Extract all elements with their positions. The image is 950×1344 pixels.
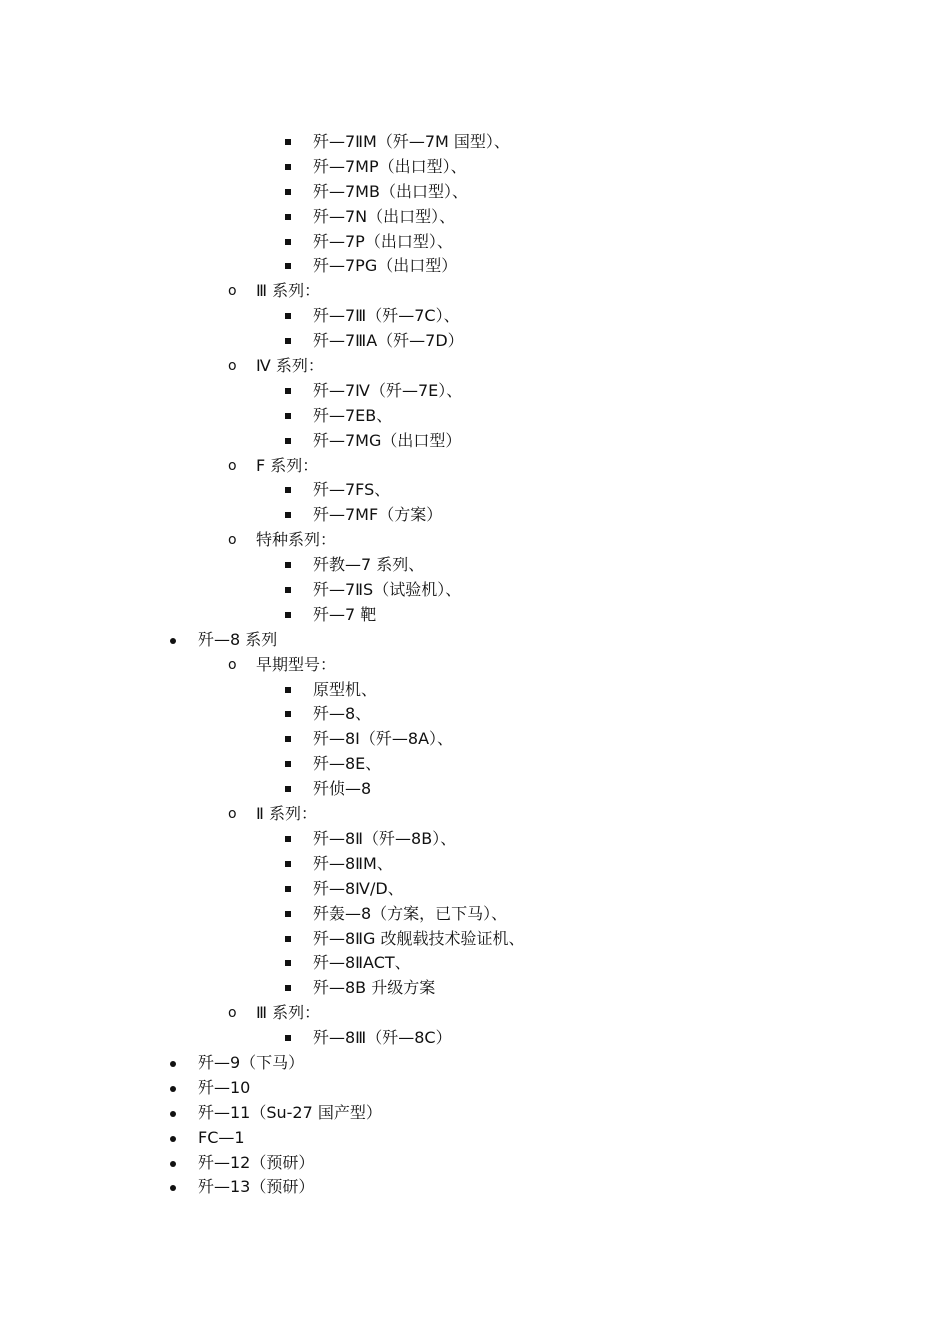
list-item-text: 特种系列： [256, 530, 337, 550]
list-item-text: 歼—7Ⅳ（歼—7E）、 [313, 380, 463, 400]
list-item [0, 752, 950, 777]
list-item-text: 歼—7MP（出口型）、 [313, 156, 467, 176]
list-item-text: 歼—7FS、 [313, 480, 391, 500]
list-item-text: 歼教—7 系列、 [313, 555, 425, 575]
bullet-square-icon [285, 761, 291, 767]
list-item-text: 歼—8Ⅱ（歼—8B）、 [313, 828, 457, 848]
bullet-dot-icon [170, 638, 176, 644]
list-item-text: 歼—7N（出口型）、 [313, 206, 456, 226]
list-item [0, 130, 950, 155]
bullet-circle-marker: o [228, 656, 237, 673]
list-item [0, 1175, 950, 1200]
list-item-text: 歼—8Ⅰ（歼—8A）、 [313, 729, 454, 749]
list-item [0, 553, 950, 578]
bullet-square-icon [285, 413, 291, 419]
list-item [0, 976, 950, 1001]
bullet-square-icon [285, 388, 291, 394]
list-item [0, 852, 950, 877]
bullet-square-icon [285, 836, 291, 842]
bullet-dot-icon [170, 1111, 176, 1117]
list-item-text: Ⅱ 系列： [256, 804, 317, 824]
list-item [0, 1101, 950, 1126]
bullet-square-icon [285, 239, 291, 245]
bullet-square-icon [285, 214, 291, 220]
list-item-text: 歼—7 靶 [313, 604, 377, 624]
list-item-text: 歼—7ⅢA（歼—7D） [313, 331, 464, 351]
bullet-square-icon [285, 313, 291, 319]
list-item-text: 歼—8Ⅲ（歼—8C） [313, 1028, 452, 1048]
bullet-dot-icon [170, 1161, 176, 1167]
bullet-square-icon [285, 936, 291, 942]
list-item [0, 1051, 950, 1076]
list-item-text: 歼—11（Su-27 国产型） [198, 1102, 382, 1122]
list-item-text: Ⅲ 系列： [256, 1003, 321, 1023]
bullet-circle-marker: o [228, 806, 237, 823]
list-item [0, 727, 950, 752]
list-item [0, 877, 950, 902]
bullet-square-icon [285, 711, 291, 717]
list-item [0, 379, 950, 404]
list-item [0, 678, 950, 703]
list-item [0, 254, 950, 279]
list-item [0, 304, 950, 329]
list-item-text: 原型机、 [313, 679, 378, 699]
list-item-text: 歼—7ⅡS（试验机）、 [313, 580, 462, 600]
list-item-text: 歼—12（预研） [198, 1152, 315, 1172]
list-item-text: F 系列： [256, 455, 319, 475]
list-item [0, 1001, 950, 1026]
bullet-circle-marker: o [228, 457, 237, 474]
bullet-square-icon [285, 1035, 291, 1041]
bullet-square-icon [285, 438, 291, 444]
list-item-text: 歼—7MG（出口型） [313, 430, 462, 450]
bullet-dot-icon [170, 1086, 176, 1092]
bullet-square-icon [285, 562, 291, 568]
list-item [0, 279, 950, 304]
list-item-text: 歼—7EB、 [313, 405, 393, 425]
list-item [0, 329, 950, 354]
list-item [0, 354, 950, 379]
list-item [0, 454, 950, 479]
list-item-text: 早期型号： [256, 654, 337, 674]
list-item [0, 180, 950, 205]
list-item [0, 777, 950, 802]
bullet-square-icon [285, 687, 291, 693]
list-item [0, 503, 950, 528]
list-item [0, 528, 950, 553]
bullet-square-icon [285, 512, 291, 518]
bullet-square-icon [285, 736, 291, 742]
list-item [0, 927, 950, 952]
bullet-square-icon [285, 886, 291, 892]
bullet-square-icon [285, 587, 291, 593]
bullet-circle-marker: o [228, 532, 237, 549]
list-item [0, 951, 950, 976]
list-item-text: FC—1 [198, 1127, 245, 1147]
bullet-circle-marker: o [228, 358, 237, 375]
list-item-text: 歼—13（预研） [198, 1177, 315, 1197]
bullet-circle-marker: o [228, 1005, 237, 1022]
list-item [0, 429, 950, 454]
bullet-square-icon [285, 960, 291, 966]
list-item [0, 478, 950, 503]
bullet-square-icon [285, 263, 291, 269]
list-item [0, 1126, 950, 1151]
bullet-dot-icon [170, 1185, 176, 1191]
bullet-square-icon [285, 612, 291, 618]
bullet-square-icon [285, 139, 291, 145]
bullet-dot-icon [170, 1136, 176, 1142]
list-item-text: 歼—8、 [313, 704, 372, 724]
list-item [0, 603, 950, 628]
bullet-dot-icon [170, 1061, 176, 1067]
list-item [0, 827, 950, 852]
bullet-square-icon [285, 189, 291, 195]
list-item [0, 628, 950, 653]
list-item-text: 歼—8Ⅳ/D、 [313, 878, 404, 898]
list-item-text: 歼—7MF（方案） [313, 505, 443, 525]
list-item-text: 歼—8ⅡACT、 [313, 953, 411, 973]
list-item [0, 902, 950, 927]
list-item-text: 歼—9（下马） [198, 1052, 305, 1072]
list-item [0, 404, 950, 429]
list-item-text: 歼—7PG（出口型） [313, 256, 458, 276]
list-item [0, 230, 950, 255]
list-item-text: 歼侦—8 [313, 779, 372, 799]
list-item-text: 歼—8ⅡG 改舰载技术验证机、 [313, 928, 525, 948]
list-item-text: 歼—7ⅡM（歼—7M 国型）、 [313, 132, 510, 151]
list-item [0, 205, 950, 230]
bullet-square-icon [285, 911, 291, 917]
bullet-square-icon [285, 861, 291, 867]
list-item-text: 歼—8ⅡM、 [313, 853, 393, 873]
list-item [0, 802, 950, 827]
list-item-text: 歼—7P（出口型）、 [313, 231, 453, 251]
list-item-text: 歼—8B 升级方案 [313, 978, 436, 998]
bullet-square-icon [285, 786, 291, 792]
bullet-circle-marker: o [228, 283, 237, 300]
list-item-text: 歼—10 [198, 1077, 251, 1097]
bullet-square-icon [285, 985, 291, 991]
list-item-text: 歼—7MB（出口型）、 [313, 181, 468, 201]
list-item-text: 歼—8E、 [313, 754, 382, 774]
list-item-text: Ⅲ 系列： [256, 281, 321, 301]
list-item [0, 1076, 950, 1101]
list-item [0, 1151, 950, 1176]
list-item-text: 歼—8 系列 [198, 629, 278, 649]
list-item [0, 653, 950, 678]
list-item [0, 1026, 950, 1051]
list-item-text: 歼—7Ⅲ（歼—7C）、 [313, 306, 460, 326]
list-item [0, 702, 950, 727]
outline-list [0, 130, 950, 1200]
list-item-text: Ⅳ 系列： [256, 356, 324, 376]
list-item-text: 歼轰—8（方案，已下马）、 [313, 903, 508, 923]
list-item [0, 578, 950, 603]
bullet-square-icon [285, 338, 291, 344]
bullet-square-icon [285, 164, 291, 170]
bullet-square-icon [285, 487, 291, 493]
document-page [0, 130, 950, 1200]
list-item [0, 155, 950, 180]
